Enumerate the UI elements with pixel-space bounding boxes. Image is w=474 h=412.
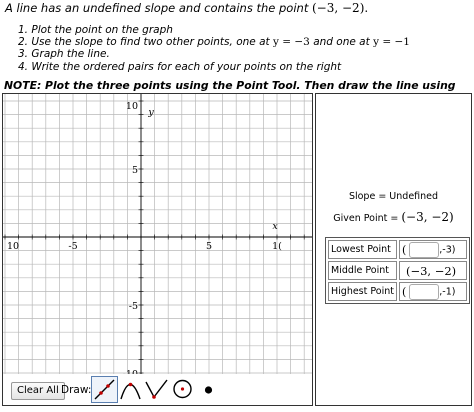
circle-tool-icon[interactable] (170, 376, 197, 403)
absolute-value-tool-icon[interactable] (144, 376, 171, 403)
line-tool-icon[interactable] (91, 376, 118, 403)
step-math-y1: y = −3 (272, 36, 310, 49)
y-tick-label: 10 (125, 101, 138, 112)
step-text: Use the slope to find two other points, one at (31, 36, 270, 49)
open-paren: ( (401, 285, 407, 298)
step-4 (8, 61, 410, 73)
step-text: Write the ordered pairs for each of your points on the right (31, 60, 342, 73)
step-text: Plot the point on the graph (31, 24, 173, 36)
step-number: 1. (18, 24, 29, 36)
step-number: 2. (18, 36, 29, 49)
highest-point-x-input[interactable] (409, 284, 439, 300)
y-tick-label: 5 (131, 165, 138, 176)
given-point-text (316, 210, 471, 224)
highest-point-suffix: ,-1) (439, 286, 456, 297)
step-3 (8, 48, 410, 60)
x-tick-label: 5 (205, 241, 213, 252)
step-number: 3. (18, 48, 29, 61)
given-point-value: (−3, −2) (401, 210, 454, 224)
highest-point-cell (399, 282, 467, 301)
point-tool-icon[interactable] (196, 376, 223, 403)
clear-all-button[interactable]: Clear All (11, 382, 65, 400)
step-1 (8, 24, 410, 36)
lowest-point-label: Lowest Point (328, 240, 397, 259)
open-paren: ( (401, 243, 407, 256)
graph-canvas[interactable] (3, 94, 312, 374)
parabola-tool-icon[interactable] (118, 376, 145, 403)
y-axis-label: y (148, 107, 154, 118)
graph-toolbar (3, 374, 312, 405)
step-number: 4. (18, 60, 29, 73)
lowest-point-suffix: ,-3) (439, 244, 456, 255)
x-axis-label: x (272, 221, 278, 232)
slope-text: Slope = Undefined (348, 191, 439, 202)
table-row (328, 240, 467, 259)
graph-panel[interactable] (2, 93, 313, 406)
given-point-math: (−3, −2). (312, 1, 369, 15)
lowest-point-x-input[interactable] (409, 242, 439, 258)
middle-point-value: (−3, −2) (405, 263, 457, 278)
lowest-point-cell (399, 240, 467, 259)
step-text: Graph the line. (31, 48, 110, 61)
middle-point-cell (399, 261, 467, 280)
draw-label: Draw: (61, 384, 92, 396)
highest-point-label: Highest Point (328, 282, 397, 301)
x-tick-label: 1( (272, 241, 282, 252)
instruction-steps (8, 24, 410, 73)
question-intro (5, 1, 368, 15)
step-math-y2: y = −1 (373, 36, 410, 49)
note-text: NOTE: Plot the three points using the Point Tool. Then draw the line using (4, 79, 456, 92)
given-point-label: Given Point = (333, 213, 399, 224)
intro-text: A line has an undefined slope and contains the point (5, 1, 309, 15)
points-table (325, 237, 470, 304)
x-tick-label: 10 (6, 241, 20, 252)
middle-point-label: Middle Point (328, 261, 397, 280)
y-tick-label: -5 (128, 301, 138, 312)
table-row (328, 282, 467, 301)
x-tick-label: -5 (68, 241, 78, 252)
step-text: and one at (313, 36, 370, 49)
table-row (328, 261, 467, 280)
step-2 (8, 36, 410, 48)
answer-panel (315, 93, 472, 406)
